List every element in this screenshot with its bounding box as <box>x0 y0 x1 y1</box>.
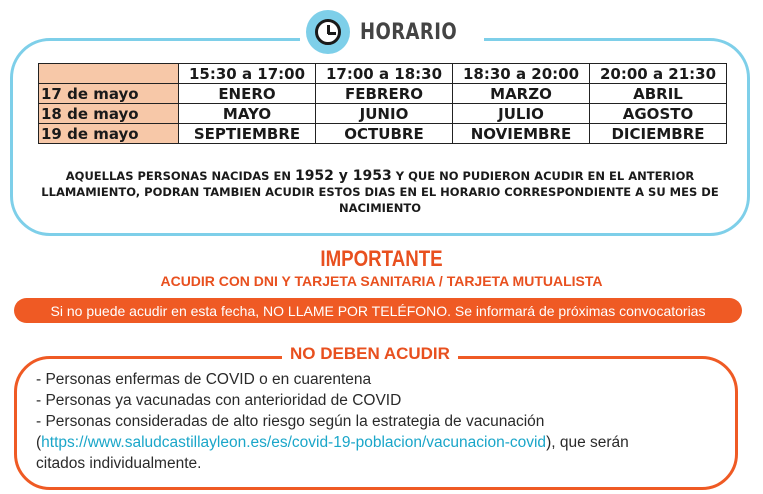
note-years: 1952 y 1953 <box>294 168 392 184</box>
note-text-2: Y QUE NO PUDIERON ACUDIR EN EL ANTERIOR LLAMAMIENTO, PODRAN TAMBIEN ACUDIR ESTOS DIAS EN EL HORARIO CORRESPONDIENTE A SU MES DE NACIMIENTO <box>41 169 719 215</box>
month-cell: MARZO <box>453 84 590 104</box>
month-cell: FEBRERO <box>316 84 453 104</box>
paren-open: ( <box>36 434 42 451</box>
month-cell: ENERO <box>179 84 316 104</box>
table-header-row <box>39 64 727 84</box>
horario-title: HORARIO <box>360 19 458 45</box>
schedule-table <box>38 63 727 144</box>
month-cell: NOVIEMBRE <box>453 124 590 144</box>
vaccination-link[interactable]: https://www.saludcastillayleon.es/es/covid-19-poblacion/vacunacion-covid <box>41 434 547 451</box>
list-item: - Personas enfermas de COVID o en cuarentena <box>36 371 372 388</box>
importante-subtitle: ACUDIR CON DNI Y TARJETA SANITARIA / TARJETA MUTUALISTA <box>160 273 603 289</box>
month-cell: JULIO <box>453 104 590 124</box>
banner-text: Si no puede acudir en esta fecha, NO LLAME POR TELÉFONO. Se informará de próximas convocatorias <box>50 302 706 319</box>
list-item-tail: ), que serán <box>546 434 629 451</box>
day-label: 18 de mayo <box>39 104 179 124</box>
time-slot-3: 18:30 a 20:00 <box>453 64 590 84</box>
month-cell: OCTUBRE <box>316 124 453 144</box>
warning-banner <box>14 298 742 323</box>
time-slot-4: 20:00 a 21:30 <box>590 64 727 84</box>
table-row <box>39 104 727 124</box>
horario-note <box>40 168 720 216</box>
no-deben-title: NO DEBEN ACUDIR <box>282 344 458 364</box>
list-item-continued <box>36 432 716 453</box>
table-row <box>39 124 727 144</box>
list-item-continued: citados individualmente. <box>36 455 202 472</box>
list-item: - Personas consideradas de alto riesgo según la estrategia de vacunación <box>36 413 545 430</box>
clock-icon <box>306 10 350 54</box>
month-cell: ABRIL <box>590 84 727 104</box>
no-deben-list <box>36 369 716 474</box>
day-label: 17 de mayo <box>39 84 179 104</box>
month-cell: DICIEMBRE <box>590 124 727 144</box>
month-cell: JUNIO <box>316 104 453 124</box>
list-item: - Personas ya vacunadas con anterioridad de COVID <box>36 392 402 409</box>
note-text-1: AQUELLAS PERSONAS NACIDAS EN <box>65 169 295 183</box>
month-cell: MAYO <box>179 104 316 124</box>
importante-title: IMPORTANTE <box>320 246 443 271</box>
table-corner-cell <box>39 64 179 84</box>
day-label: 19 de mayo <box>39 124 179 144</box>
time-slot-1: 15:30 a 17:00 <box>179 64 316 84</box>
month-cell: AGOSTO <box>590 104 727 124</box>
month-cell: SEPTIEMBRE <box>179 124 316 144</box>
horario-header <box>300 8 484 56</box>
time-slot-2: 17:00 a 18:30 <box>316 64 453 84</box>
table-row <box>39 84 727 104</box>
